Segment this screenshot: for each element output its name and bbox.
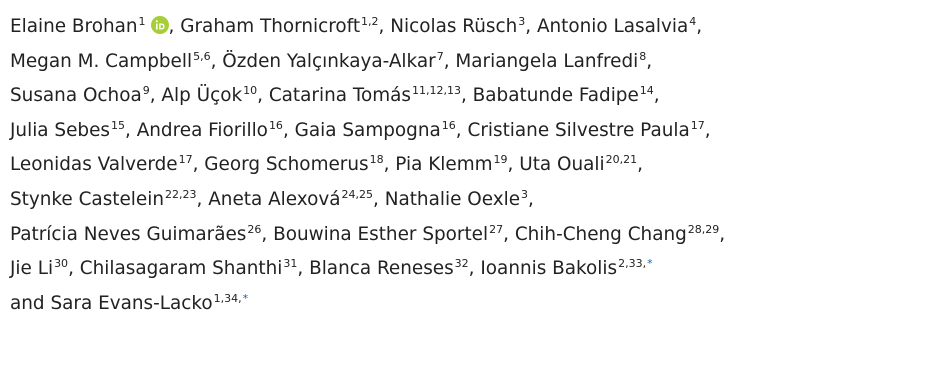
affiliation-superscript: 1	[138, 15, 146, 28]
affiliation-superscript: 5,6	[193, 49, 211, 63]
author-entry	[204, 154, 395, 175]
affiliation-superscript: 22,23	[165, 187, 197, 201]
separator: ,	[196, 188, 209, 210]
separator: ,	[68, 258, 80, 280]
affiliation-superscript: 8	[639, 49, 647, 63]
separator: ,	[704, 119, 711, 141]
separator: ,	[637, 154, 644, 176]
author-name: Julia Sebes	[10, 119, 110, 141]
separator: ,	[124, 119, 137, 141]
author-name: Babatunde Fadipe	[472, 85, 639, 107]
author-entry	[273, 224, 515, 245]
separator: ,	[282, 119, 295, 141]
author-name: Chih-Cheng Chang	[514, 223, 687, 245]
author-line	[10, 148, 930, 183]
author-name: Sara Evans-Lacko	[50, 292, 213, 314]
affiliation-superscript: 32	[454, 257, 469, 271]
affiliation-superscript: 31	[283, 257, 298, 271]
author-line	[10, 287, 930, 322]
author-line	[10, 183, 930, 218]
affiliation-superscript: 28,29	[687, 222, 720, 236]
separator: ,	[383, 154, 396, 176]
separator: ,	[261, 223, 274, 245]
affiliation-superscript: 2,33,	[618, 257, 647, 271]
separator: ,	[468, 258, 481, 280]
author-line	[10, 79, 930, 114]
affiliation-superscript: 17	[178, 153, 193, 167]
author-entry	[10, 85, 161, 106]
author-name: Bouwina Esther Sportel	[273, 223, 489, 245]
author-entry	[269, 85, 473, 106]
author-entry	[180, 16, 390, 37]
separator: ,	[443, 50, 456, 72]
separator: ,	[297, 258, 310, 280]
author-entry	[10, 258, 80, 279]
author-entry	[10, 224, 273, 245]
author-entry	[137, 120, 295, 141]
corresponding-author-marker[interactable]: *	[242, 291, 249, 305]
author-name: Pia Klemm	[395, 154, 493, 176]
author-entry	[537, 16, 702, 37]
author-entry	[80, 258, 309, 279]
author-entry	[222, 51, 455, 72]
author-conjunction: and	[10, 292, 51, 314]
separator: ,	[719, 223, 726, 245]
separator: ,	[503, 223, 515, 245]
author-name: Jie Li	[10, 258, 54, 280]
author-line	[10, 45, 930, 80]
separator: ,	[528, 188, 534, 210]
author-name: Stynke Castelein	[10, 188, 164, 210]
author-name: Cristiane Silvestre Paula	[467, 119, 690, 141]
author-name: Aneta Alexová	[208, 188, 341, 210]
author-entry	[515, 224, 725, 245]
author-name: Antonio Lasalvia	[536, 16, 689, 37]
author-list	[10, 10, 930, 321]
separator: ,	[525, 16, 537, 37]
author-name: Nathalie Oexle	[384, 188, 521, 210]
affiliation-superscript: 14	[639, 84, 654, 98]
author-entry	[390, 16, 537, 37]
affiliation-superscript: 9	[142, 84, 150, 98]
affiliation-superscript: 10	[243, 84, 258, 98]
affiliation-superscript: 16	[441, 118, 456, 132]
affiliation-superscript: 20,21	[605, 153, 638, 167]
author-line	[10, 114, 930, 149]
author-name: Georg Schomerus	[204, 154, 369, 176]
separator: ,	[149, 85, 162, 107]
author-entry	[309, 258, 480, 279]
author-entry	[295, 120, 468, 141]
separator: ,	[455, 119, 468, 141]
affiliation-superscript: 7	[436, 49, 444, 63]
separator: ,	[507, 154, 520, 176]
author-entry	[10, 120, 137, 141]
affiliation-superscript: 26	[247, 222, 262, 236]
author-name: Leonidas Valverde	[10, 154, 178, 176]
separator: ,	[378, 16, 391, 37]
affiliation-superscript: 19	[493, 153, 508, 167]
author-name: Andrea Fiorillo	[136, 119, 268, 141]
affiliation-superscript: 3	[518, 15, 526, 28]
affiliation-superscript: 1,34,	[213, 291, 242, 305]
author-name: Patrícia Neves Guimarães	[10, 223, 247, 245]
author-entry	[480, 258, 652, 279]
author-line	[10, 218, 930, 253]
author-entry	[10, 189, 208, 210]
author-entry	[161, 85, 268, 106]
author-name: Nicolas Rüsch	[390, 16, 518, 37]
author-entry	[467, 120, 710, 141]
affiliation-superscript: 3	[521, 187, 529, 201]
separator: ,	[168, 16, 181, 37]
affiliation-superscript: 11,12,13	[411, 84, 461, 98]
separator: ,	[696, 16, 703, 37]
affiliation-superscript: 17	[690, 118, 705, 132]
author-name: Catarina Tomás	[268, 85, 411, 107]
author-entry	[455, 51, 652, 72]
author-name: Chilasagaram Shanthi	[79, 258, 283, 280]
orcid-icon[interactable]	[151, 16, 169, 34]
affiliation-superscript: 4	[689, 15, 697, 28]
author-name: Megan M. Campbell	[10, 50, 193, 72]
affiliation-superscript: 30	[54, 257, 69, 271]
author-entry	[10, 154, 204, 175]
author-name: Özden Yalçınkaya-Alkar	[222, 50, 436, 72]
corresponding-author-marker[interactable]: *	[647, 257, 653, 271]
author-entry	[10, 16, 180, 37]
separator: ,	[653, 85, 660, 107]
author-entry	[10, 293, 248, 314]
author-entry	[10, 51, 222, 72]
separator: ,	[210, 50, 223, 72]
affiliation-superscript: 18	[369, 153, 384, 167]
author-line	[10, 10, 930, 45]
author-name: Gaia Sampogna	[294, 119, 441, 141]
author-name: Mariangela Lanfredi	[455, 50, 639, 72]
affiliation-superscript: 15	[110, 118, 125, 132]
separator: ,	[372, 188, 385, 210]
separator: ,	[192, 154, 205, 176]
author-line	[10, 252, 930, 287]
author-name: Graham Thornicroft	[180, 16, 361, 37]
affiliation-superscript: 24,25	[341, 187, 373, 201]
author-name: Alp Üçok	[161, 85, 243, 107]
author-name: Ioannis Bakolis	[480, 258, 618, 280]
author-entry	[385, 189, 534, 210]
author-entry	[395, 154, 519, 175]
author-entry	[473, 85, 660, 106]
separator: ,	[257, 85, 269, 107]
separator: ,	[646, 50, 653, 72]
author-entry	[519, 154, 643, 175]
author-name: Elaine Brohan	[10, 16, 138, 37]
author-name: Uta Ouali	[519, 154, 605, 176]
separator: ,	[460, 85, 473, 107]
author-name: Susana Ochoa	[10, 85, 142, 107]
affiliation-superscript: 16	[268, 118, 283, 132]
affiliation-superscript: 27	[489, 222, 504, 236]
author-name: Blanca Reneses	[309, 258, 454, 280]
author-entry	[208, 189, 384, 210]
affiliation-superscript: 1,2	[361, 15, 379, 28]
